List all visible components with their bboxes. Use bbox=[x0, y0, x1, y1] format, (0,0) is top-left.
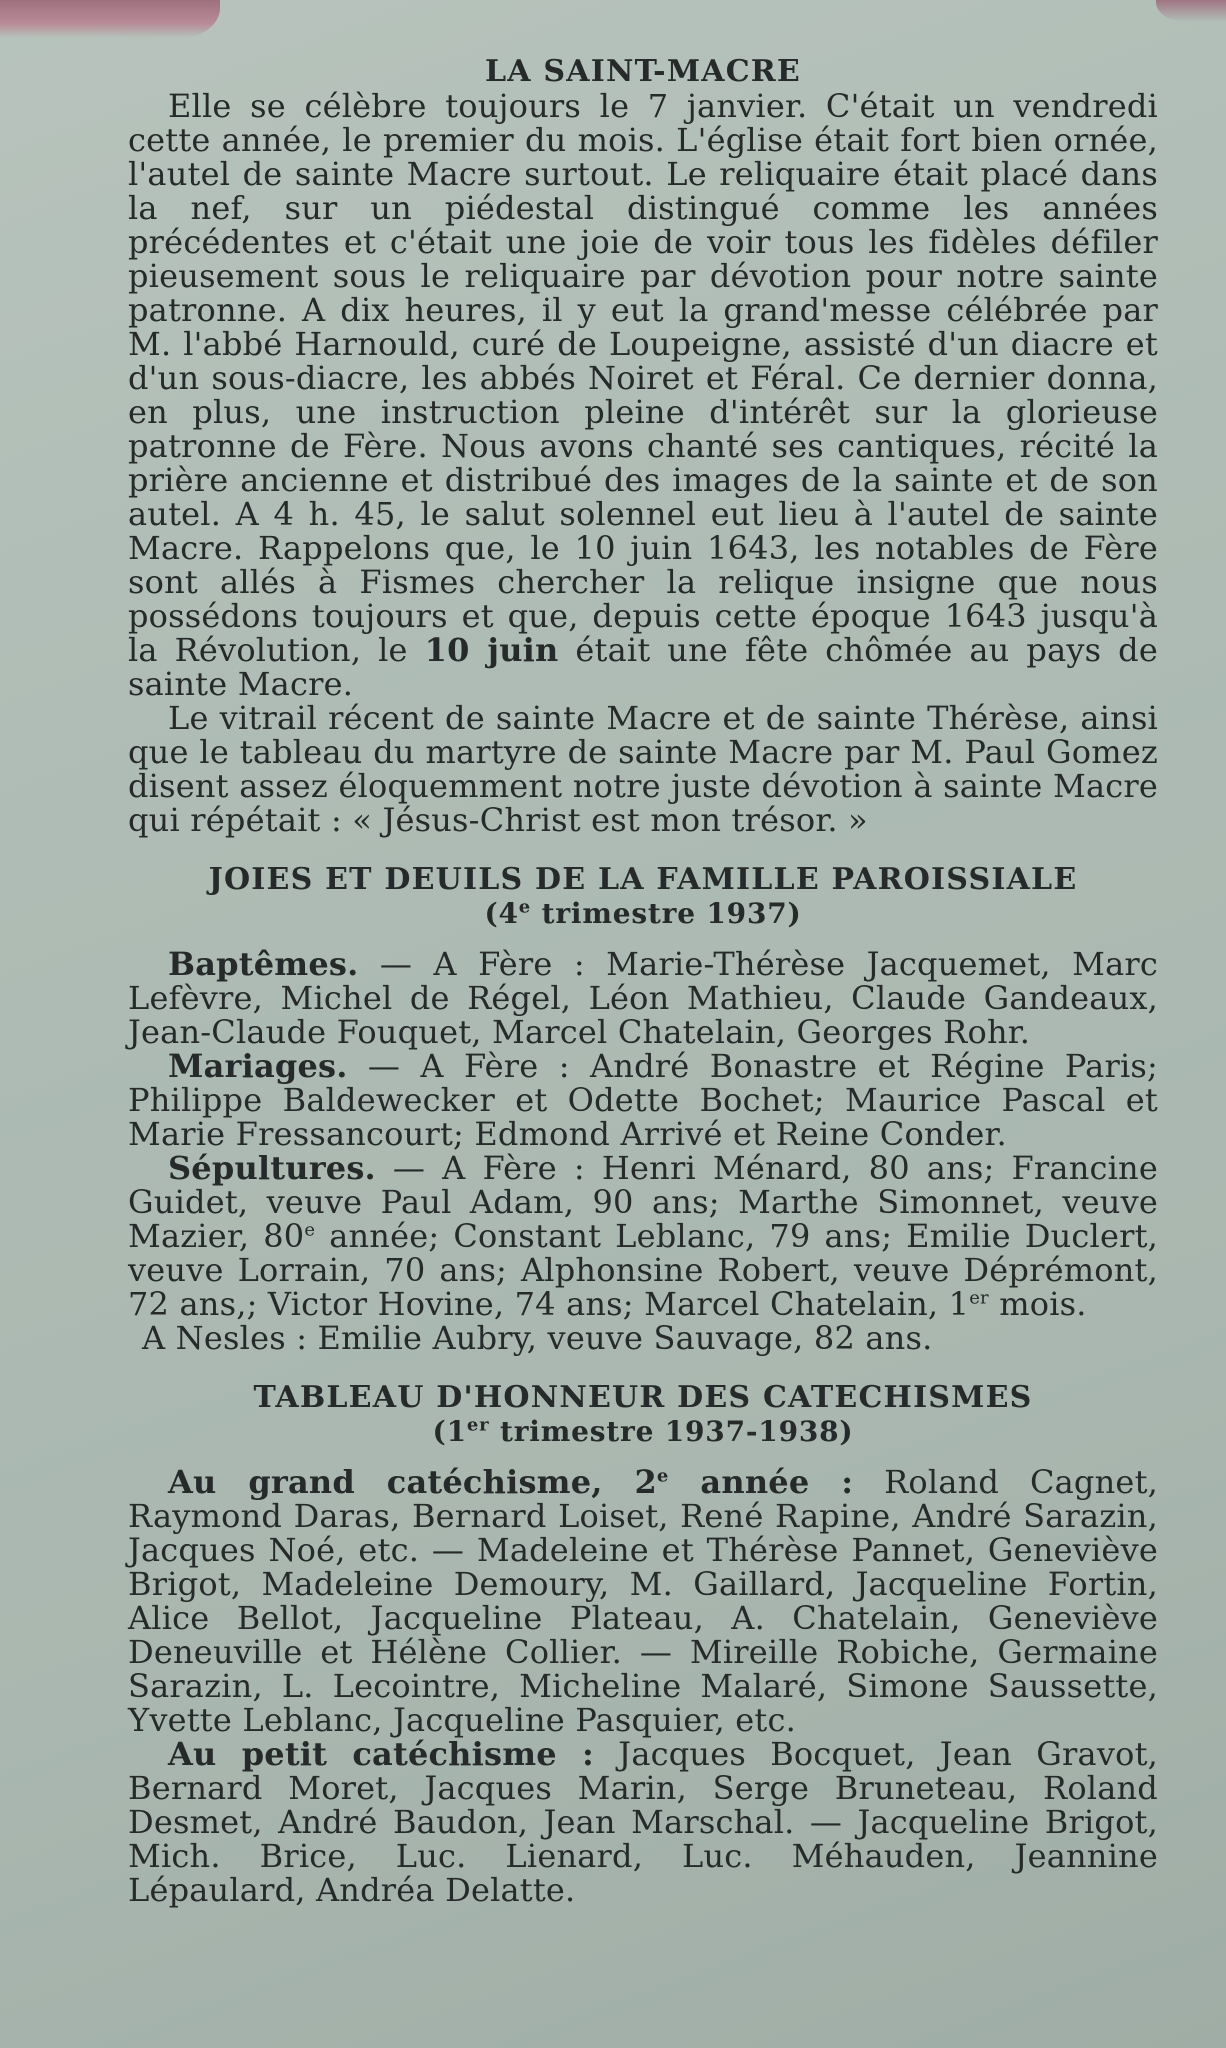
superscript: e bbox=[518, 896, 532, 918]
paragraph-mariages bbox=[128, 1049, 1158, 1151]
superscript: er bbox=[969, 1287, 989, 1309]
bold-date: 10 juin bbox=[424, 631, 559, 669]
subtitle-part: trimestre 1937) bbox=[541, 897, 802, 930]
grand-catechisme-text: Roland Cagnet, Raymond Daras, Bernard Loiset, René Rapine, André Sarazin, Jacques Noé, etc. — Madeleine et Thérèse Pannet, Geneviève Brigot, Madeleine Demoury, M. Gaillard, Jacqueline Fortin, Alice Bellot, Jacqueline Plateau, A. Chatelain, Geneviève Deneuville et Hélène Collier. — Mireille Robiche, Germaine Sarazin, L. Lecointre, Micheline Malaré, Simone Saussette, Yvette Leblanc, Jacqueline Pasquier, etc. bbox=[128, 1463, 1158, 1739]
sepultures-text: — A Fère : Henri Ménard, 80 ans; Francine Guidet, veuve Paul Adam, 90 ans; Marthe Simonnet, veuve Mazier, 80 bbox=[128, 1149, 1159, 1255]
paragraph-saint-macre-celebration bbox=[128, 89, 1158, 701]
baptemes-text: — A Fère : Marie-Thérèse Jacquemet, Marc Lefèvre, Michel de Régel, Léon Mathieu, Claude Gandeaux, Jean-Claude Fouquet, Marcel Chatelain, Georges Rohr. bbox=[128, 945, 1158, 1051]
subtitle-part: (1 bbox=[432, 1415, 467, 1448]
section-subtitle-trimestre bbox=[128, 897, 1158, 931]
label-mariages: Mariages. bbox=[168, 1047, 348, 1085]
paragraph-sepultures bbox=[128, 1151, 1158, 1321]
label-petit-catechisme: Au petit catéchisme : bbox=[168, 1735, 595, 1773]
torn-paper-edge bbox=[0, 0, 220, 38]
page-content bbox=[128, 55, 1158, 1907]
paragraph-text: était une fête chômée au pays de sainte Macre. bbox=[128, 631, 1159, 703]
label-baptemes: Baptêmes. bbox=[168, 945, 359, 983]
paragraph-text: Elle se célèbre toujours le 7 janvier. C'était un vendredi cette année, le premier du mois. L'église était fort bien ornée, l'autel de sainte Macre surtout. Le reliquaire était placé dans la nef, sur un piédestal distingué comme les années précédentes et c'était une joie de voir tous les fidèles défiler pieusement sous le reliquaire par dévotion pour notre sainte patronne. A dix heures, il y eut la grand'messe célébrée par M. l'abbé Harnould, curé de Loupeigne, assisté d'un diacre et d'un sous-diacre, les abbés Noiret et Féral. Ce dernier donna, en plus, une instruction pleine d'intérêt sur la glorieuse patronne de Fère. Nous avons chanté ses cantiques, récité la prière ancienne et distribué des images de la sainte et de son autel. A 4 h. 45, le salut solennel eut lieu à l'autel de sainte Macre. Rappelons que, le 10 juin 1643, les notables de Fère sont allés à Fismes chercher la relique insigne que nous possédons toujours et que, depuis cette époque 1643 jusqu'à la Révolution, le bbox=[128, 87, 1158, 669]
label-sepultures: Sépultures. bbox=[168, 1149, 376, 1187]
paragraph-petit-catechisme bbox=[128, 1737, 1158, 1907]
superscript: e bbox=[656, 1465, 669, 1487]
section-title-joies-deuils: JOIES ET DEUILS DE LA FAMILLE PAROISSIALE bbox=[208, 862, 1078, 897]
label-part: Au grand catéchisme, 2 bbox=[168, 1463, 657, 1501]
superscript: er bbox=[466, 1414, 490, 1436]
section-subtitle-trimestre bbox=[128, 1415, 1158, 1449]
petit-catechisme-text: Jacques Bocquet, Jean Gravot, Bernard Moret, Jacques Marin, Serge Bruneteau, Roland Desmet, André Baudon, Jean Marschal. — Jacqueline Brigot, Mich. Brice, Luc. Lienard, Luc. Méhauden, Jeannine Lépaulard, Andréa Delatte. bbox=[128, 1735, 1158, 1909]
paragraph-vitrail: Le vitrail récent de sainte Macre et de sainte Thérèse, ainsi que le tableau du martyre de sainte Macre par M. Paul Gomez disent assez éloquemment notre juste dévotion à sainte Macre qui répétait : « Jésus-Christ est mon trésor. » bbox=[128, 699, 1158, 839]
sepultures-text: mois. bbox=[999, 1285, 1087, 1323]
subtitle-part: trimestre 1937-1938) bbox=[499, 1415, 854, 1448]
mariages-text: — A Fère : André Bonastre et Régine Paris; Philippe Baldewecker et Odette Bochet; Maurice Pascal et Marie Fressancourt; Edmond Arrivé et Reine Conder. bbox=[128, 1047, 1158, 1153]
sepultures-text: année; Constant Leblanc, 79 ans; Emilie Duclert, veuve Lorrain, 70 ans; Alphonsine Robert, veuve Déprémont, 72 ans,; Victor Hovine, 74 ans; Marcel Chatelain, 1 bbox=[128, 1217, 1159, 1323]
paragraph-nesles: A Nesles : Emilie Aubry, veuve Sauvage, 82 ans. bbox=[142, 1319, 933, 1357]
label-grand-catechisme bbox=[168, 1463, 853, 1501]
paragraph-baptemes bbox=[128, 947, 1158, 1049]
label-part: année : bbox=[700, 1463, 854, 1501]
section-title-saint-macre: LA SAINT-MACRE bbox=[485, 54, 801, 89]
torn-paper-edge-right bbox=[1156, 0, 1226, 22]
superscript: e bbox=[304, 1219, 316, 1241]
paragraph-grand-catechisme bbox=[128, 1465, 1158, 1737]
section-title-tableau-honneur: TABLEAU D'HONNEUR DES CATECHISMES bbox=[253, 1380, 1033, 1415]
subtitle-part: (4 bbox=[484, 897, 519, 930]
